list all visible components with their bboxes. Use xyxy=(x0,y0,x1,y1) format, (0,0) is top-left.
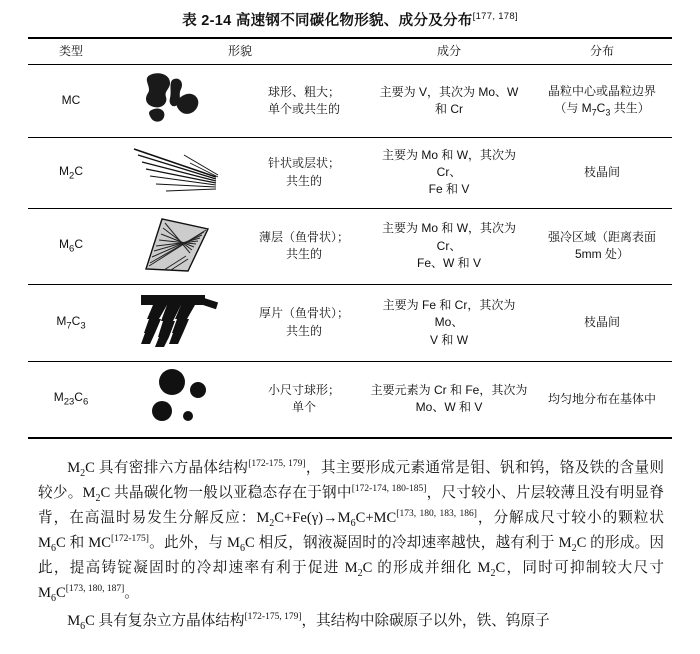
morphology-m23c6: 小尺寸球形； 单个 xyxy=(242,361,366,438)
composition-m2c: 主要为 Mo 和 W，其次为 Cr、 Fe 和 V xyxy=(366,137,532,208)
table-caption-reference: [177, 178] xyxy=(472,11,518,23)
table-caption xyxy=(28,0,672,37)
morphology-mc: 球形、粗大； 单个或共生的 xyxy=(242,65,366,137)
column-header-morphology: 形貌 xyxy=(114,38,366,65)
blob-particles-figure xyxy=(114,65,242,137)
table-caption-title: 高速钢不同碳化物形貌、成分及分布 xyxy=(235,13,473,29)
needle-rays-figure xyxy=(114,137,242,208)
composition-mc: 主要为 V，其次为 Mo、W 和 Cr xyxy=(366,65,532,137)
table-row xyxy=(28,208,672,284)
distribution-mc: 晶粒中心或晶粒边界 （与 $M_7C_3$ 共生） xyxy=(532,65,672,137)
distribution-m7c3: 枝晶间 xyxy=(532,285,672,361)
composition-m23c6: 主要元素为 Cr 和 Fe，其次为 Mo、W 和 V xyxy=(366,361,532,438)
column-header-distribution: 分布 xyxy=(532,38,672,65)
table-row xyxy=(28,137,672,208)
composition-m7c3: 主要为 Fe 和 Cr，其次为 Mo、 V 和 W xyxy=(366,285,532,361)
lamellar-fan-figure xyxy=(114,208,242,284)
body-text xyxy=(28,457,672,635)
fishbone-figure xyxy=(114,285,242,361)
morphology-m7c3: 厚片（鱼骨状）； 共生的 xyxy=(242,285,366,361)
paragraph-m2c: $M_2C$ 具有密排六方晶体结构[172-175, 179]，其主要形成元素通常是钼、钒和钨，铬及铁的含量则较少。$M_2C$ 共晶碳化物一般以亚稳态存在于钢中[172-174, 180-185]，尺寸较小、片层较薄且没有明显脊背，在高温时易发生分解反应：$M_2C+Fe(\gamma)\to M_6C+MC[173, 180, 183, 186]$，分解成尺寸较小的颗粒状 $M_6C$ 和 MC[172-175]。此外，与 $M_6C$ 相反，钢液凝固时的冷却速率越快，越有利于 $M_2C$ 的形成。因此，提高铸锭凝固时的冷却速率有利于促进 $M_2C$ 的形成并细化 $M_2C$，同时可抑制较大尺寸 $M_6C[173, 180, 187]$。 xyxy=(38,459,664,605)
composition-m6c: 主要为 Mo 和 W，其次为 Cr、 Fe、W 和 V xyxy=(366,208,532,284)
round-dots-figure xyxy=(114,361,242,438)
paragraph-m6c: $M_6C$ 具有复杂立方晶体结构[172-175, 179]，其结构中除碳原子以外，铁、钨原子 xyxy=(67,611,550,632)
distribution-m6c: 强冷区域（距离表面 5mm 处） xyxy=(532,208,672,284)
morphology-m2c: 针状或层状； 共生的 xyxy=(242,137,366,208)
carbide-type-mc: MC xyxy=(28,65,114,137)
table-header-row xyxy=(28,38,672,65)
table-row xyxy=(28,361,672,438)
table-caption-label: 表 2-14 xyxy=(182,13,232,29)
carbide-table xyxy=(28,37,672,439)
carbide-type-m6c: $M_6C$ xyxy=(28,208,114,284)
column-header-type: 类型 xyxy=(28,38,114,65)
table-row xyxy=(28,285,672,361)
morphology-m6c: 薄层（鱼骨状）； 共生的 xyxy=(242,208,366,284)
carbide-type-m7c3: $M_7C_3$ xyxy=(28,285,114,361)
carbide-type-m23c6: $M_{23}C_6$ xyxy=(28,361,114,438)
distribution-m2c: 枝晶间 xyxy=(532,137,672,208)
carbide-type-m2c: $M_2C$ xyxy=(28,137,114,208)
distribution-m23c6: 均匀地分布在基体中 xyxy=(532,361,672,438)
column-header-composition: 成分 xyxy=(366,38,532,65)
table-row xyxy=(28,65,672,137)
